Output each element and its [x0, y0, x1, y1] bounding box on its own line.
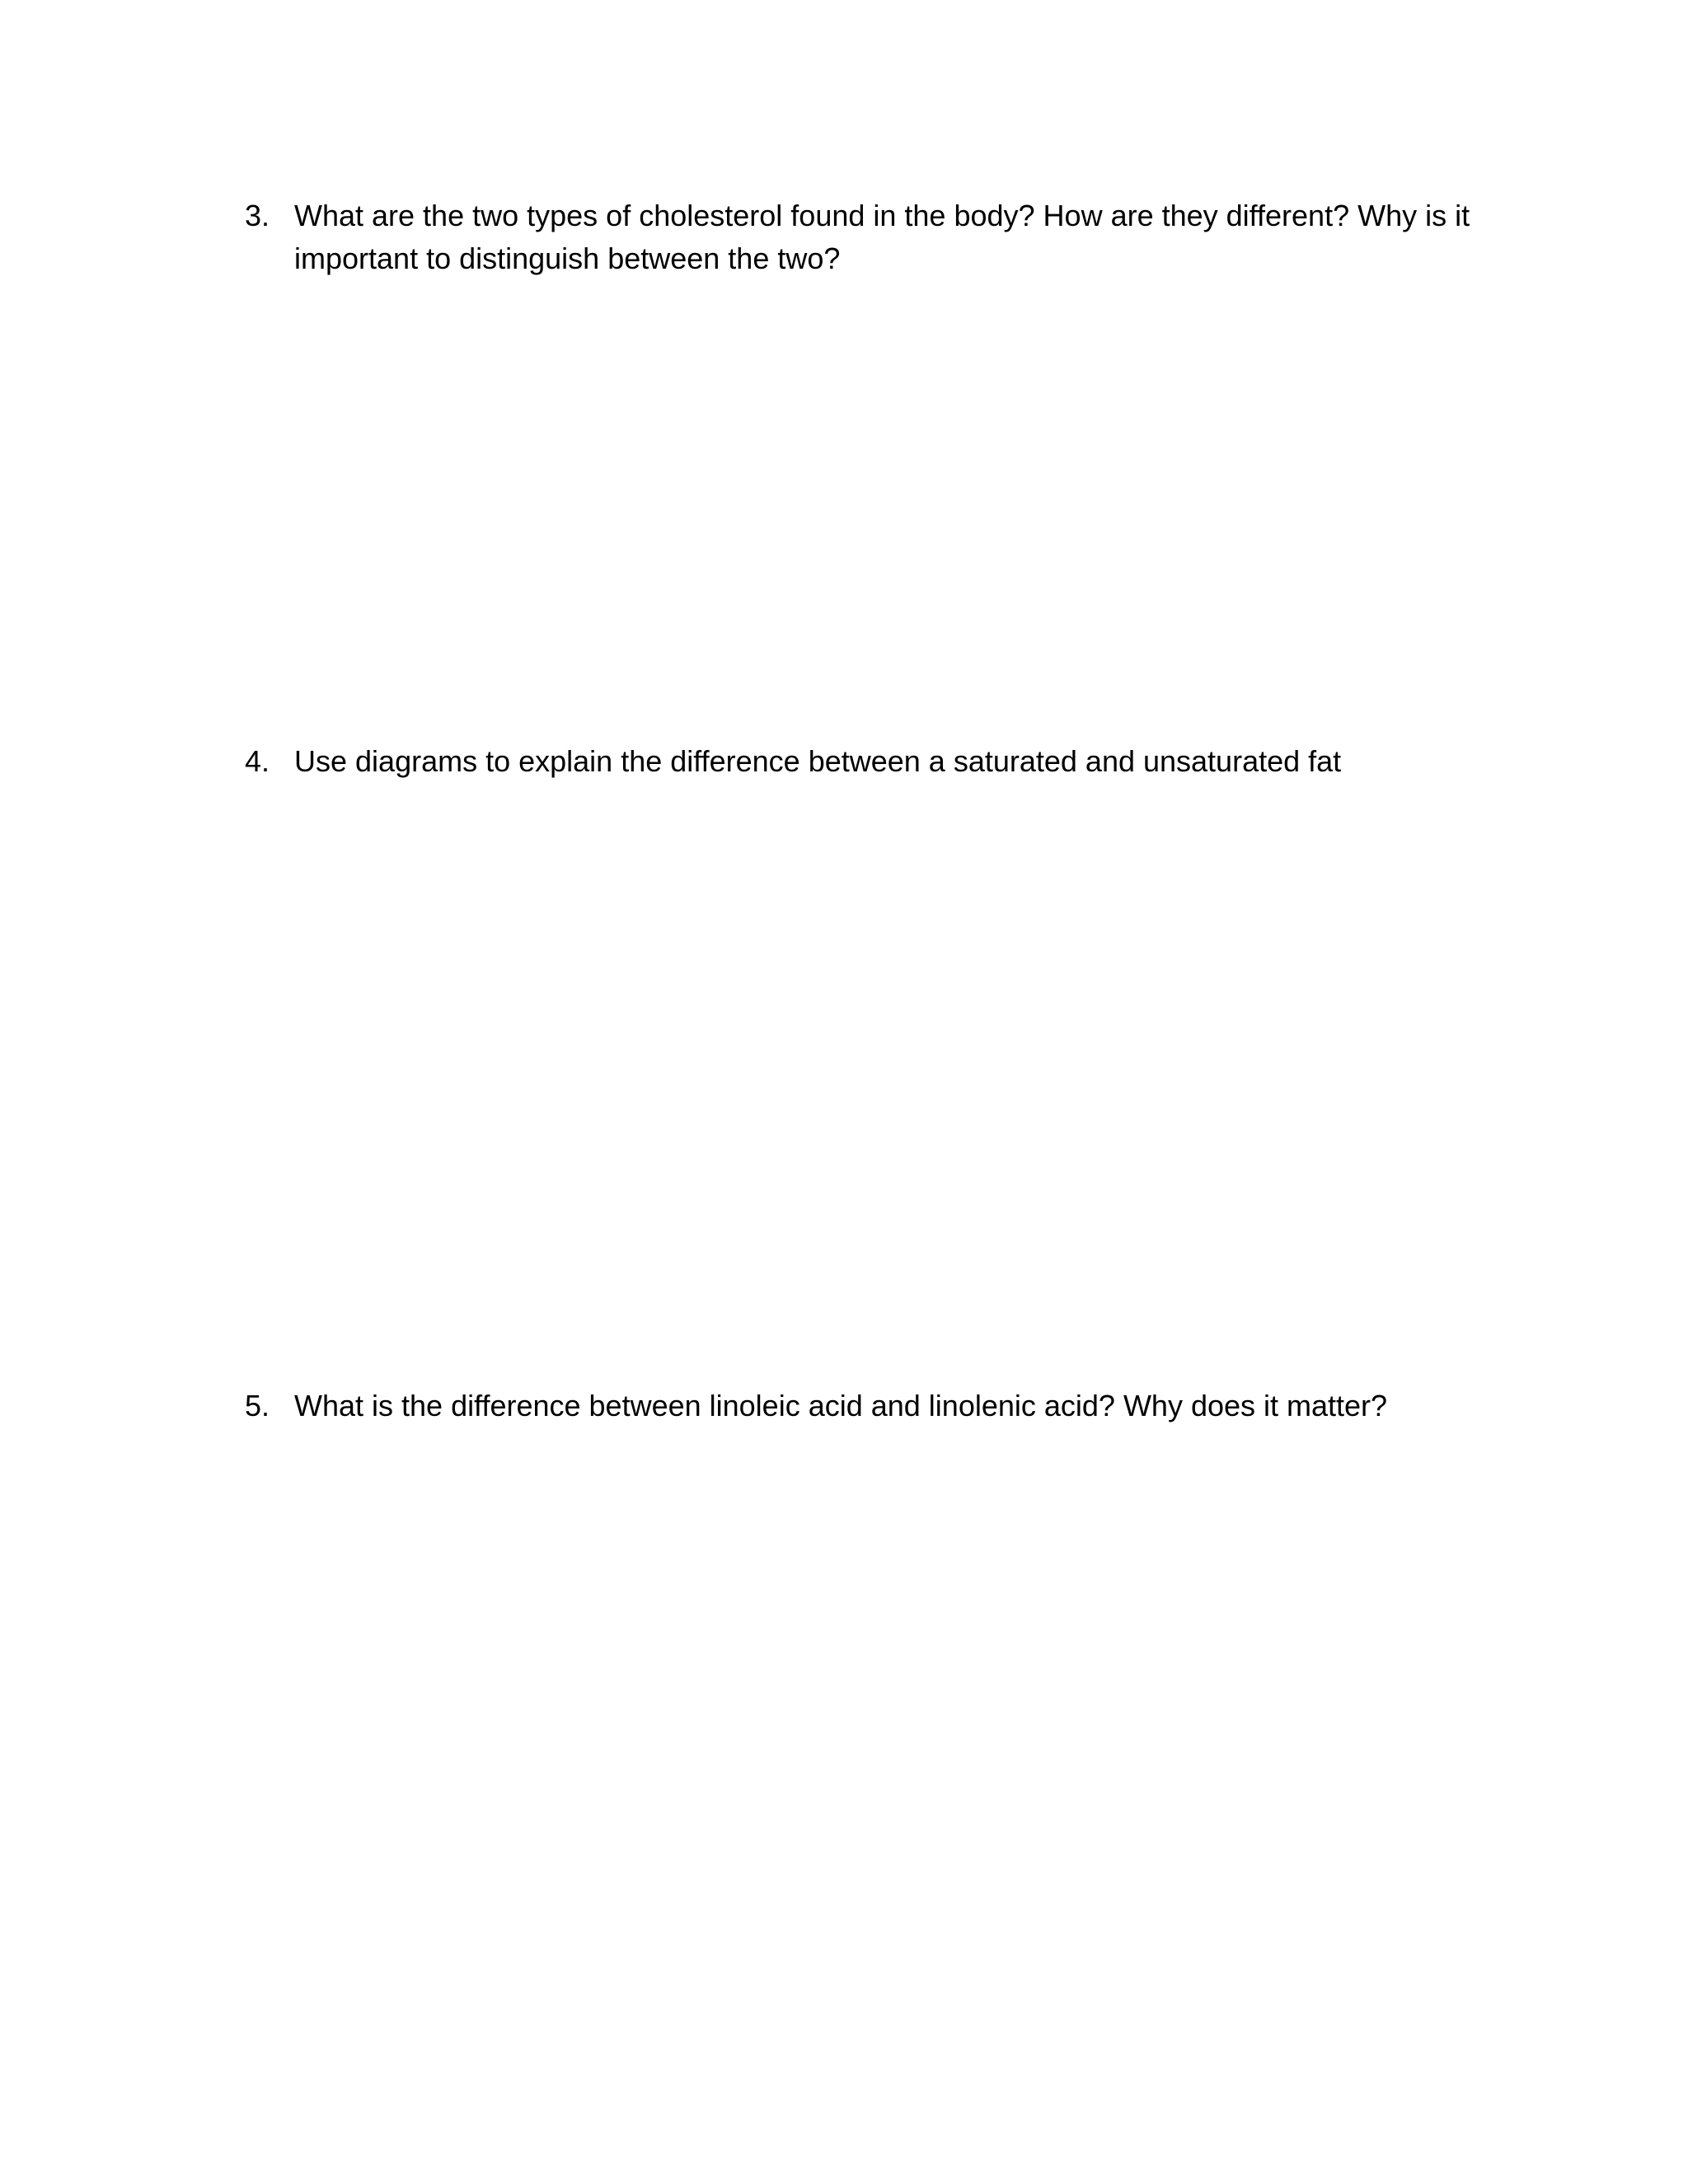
answer-space-4 [245, 791, 1481, 1368]
question-4 [245, 740, 1481, 783]
question-number: 5. [245, 1389, 270, 1422]
answer-space-3 [245, 288, 1481, 717]
question-5 [245, 1385, 1481, 1427]
question-number: 3. [245, 199, 270, 232]
question-number: 4. [245, 744, 270, 778]
question-3 [245, 194, 1481, 280]
question-text: What is the difference between linoleic acid and linolenic acid? Why does it matter? [294, 1389, 1388, 1422]
answer-space-5 [245, 1438, 1481, 2147]
question-text: Use diagrams to explain the difference between a saturated and unsaturated fat [294, 744, 1342, 778]
question-text: What are the two types of cholesterol found in the body? How are they different? Why is it important to distinguish between the two? [294, 199, 1470, 275]
